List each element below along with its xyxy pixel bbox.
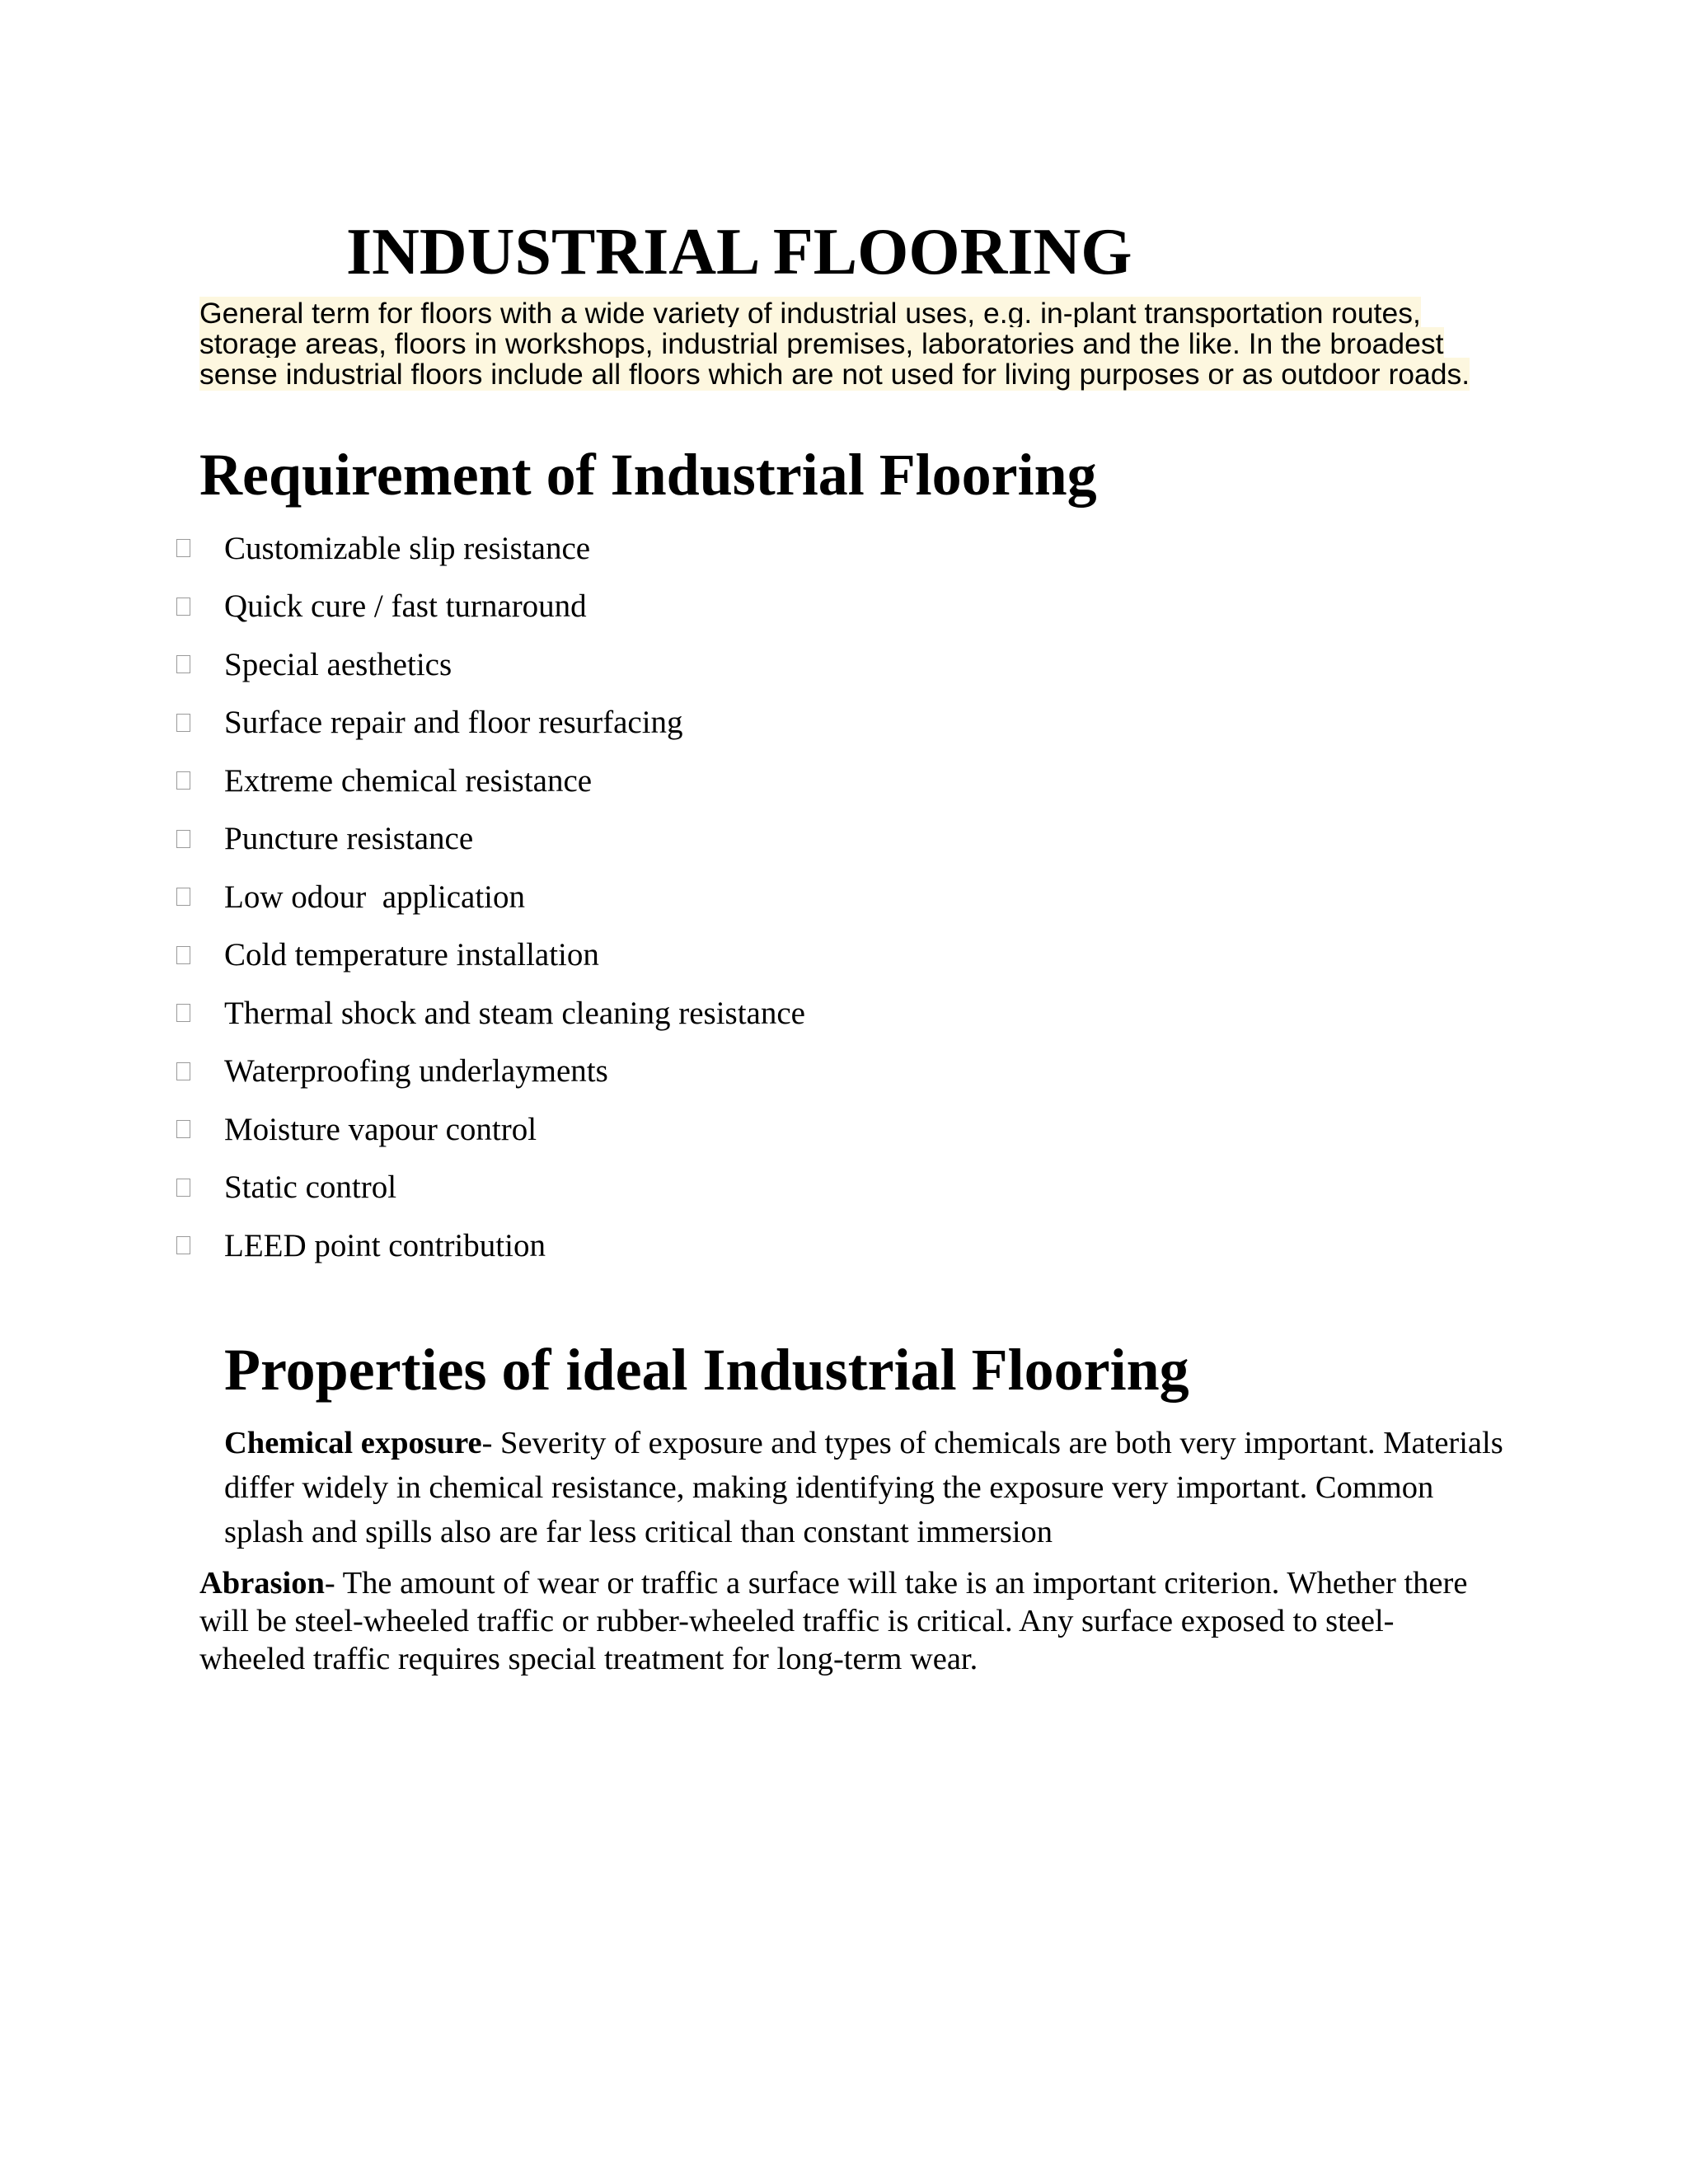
checkbox-bullet-icon	[176, 539, 190, 557]
intro-paragraph	[199, 298, 1518, 390]
chemical-exposure-term: Chemical exposure	[224, 1426, 482, 1460]
list-item	[176, 1043, 805, 1101]
list-item	[176, 810, 805, 869]
checkbox-bullet-icon	[176, 1236, 190, 1254]
checkbox-bullet-icon	[176, 771, 190, 790]
checkbox-bullet-icon	[176, 946, 190, 964]
list-item-label: Thermal shock and steam cleaning resistance	[224, 995, 805, 1031]
list-item-label: Low odour application	[224, 879, 525, 915]
chemical-exposure-paragraph	[224, 1421, 1510, 1554]
list-item-label: Special aesthetics	[224, 646, 452, 682]
checkbox-bullet-icon	[176, 830, 190, 848]
list-item	[176, 519, 805, 578]
list-item-label: Moisture vapour control	[224, 1111, 537, 1147]
requirements-list	[176, 519, 805, 1275]
list-item	[176, 868, 805, 926]
list-item-label: Cold temperature installation	[224, 937, 599, 973]
checkbox-bullet-icon	[176, 1179, 190, 1197]
checkbox-bullet-icon	[176, 1004, 190, 1022]
chemical-exposure-text: - Severity of exposure and types of chemicals are both very important. Materials differ widely in chemical resistance, making identifying the exposure very important. Common splash and spills also are far less critical than constant immersion	[224, 1426, 1503, 1549]
list-item	[176, 926, 805, 985]
list-item-label: Puncture resistance	[224, 821, 474, 857]
list-item-label: Customizable slip resistance	[224, 530, 591, 566]
list-item	[176, 984, 805, 1043]
list-item-label: Waterproofing underlayments	[224, 1053, 608, 1090]
list-item-label: Extreme chemical resistance	[224, 762, 593, 799]
list-item	[176, 578, 805, 636]
abrasion-text: - The amount of wear or traffic a surface will take is an important criterion. Whether there will be steel-wheeled traffic or rubber-wheeled traffic is critical. Any surface exposed to steel-wheeled traffic requires special treatment for long-term wear.	[199, 1566, 1468, 1676]
list-item	[176, 635, 805, 694]
list-item-label: Surface repair and floor resurfacing	[224, 705, 683, 741]
list-item	[176, 1100, 805, 1159]
list-item-label: Static control	[224, 1169, 397, 1206]
abrasion-term: Abrasion	[199, 1566, 325, 1601]
checkbox-bullet-icon	[176, 888, 190, 906]
list-item	[176, 694, 805, 752]
list-item	[176, 752, 805, 810]
checkbox-bullet-icon	[176, 655, 190, 673]
list-item	[176, 1159, 805, 1217]
intro-highlight: General term for floors with a wide variety of industrial uses, e.g. in-plant transportation routes, storage areas, floors in workshops, industrial premises, laboratories and the like. In the broadest sense industrial floors include all floors which are not used for living purposes or as outdoor roads.	[199, 297, 1470, 391]
abrasion-paragraph	[199, 1564, 1485, 1678]
properties-heading: Properties of ideal Industrial Flooring	[224, 1337, 1189, 1403]
checkbox-bullet-icon	[176, 714, 190, 732]
checkbox-bullet-icon	[176, 1120, 190, 1138]
list-item-label: LEED point contribution	[224, 1227, 546, 1263]
page-title: INDUSTRIAL FLOORING	[346, 216, 1132, 288]
requirements-heading: Requirement of Industrial Flooring	[199, 442, 1097, 508]
checkbox-bullet-icon	[176, 1062, 190, 1080]
list-item	[176, 1216, 805, 1275]
checkbox-bullet-icon	[176, 598, 190, 616]
list-item-label: Quick cure / fast turnaround	[224, 588, 587, 625]
